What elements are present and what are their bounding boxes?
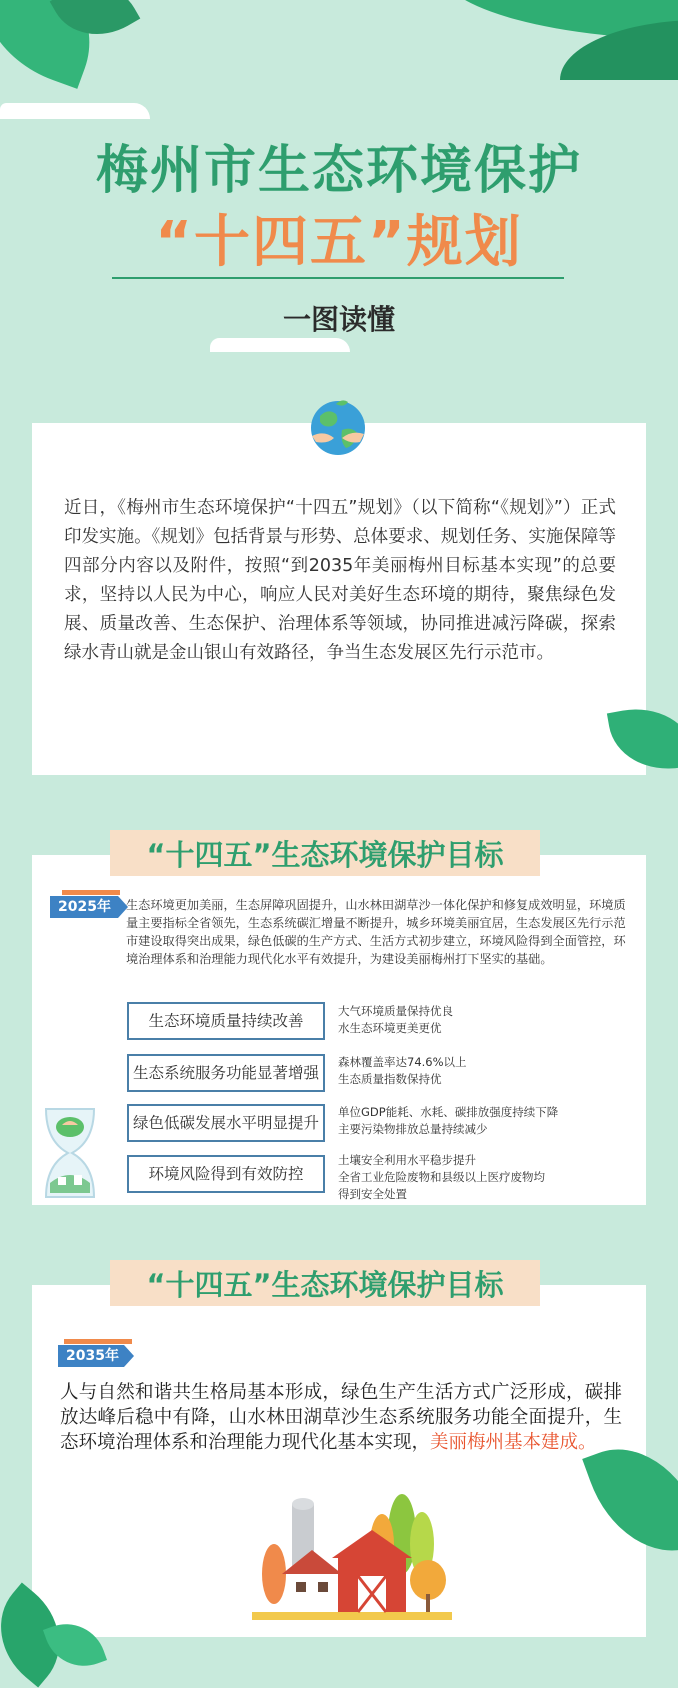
goal-description <box>338 1104 628 1138</box>
year-bar <box>64 1339 132 1344</box>
goal-box: 生态环境质量持续改善 <box>127 1002 325 1040</box>
title-divider <box>112 277 564 279</box>
goals-2035-highlight: 美丽梅州基本建成。 <box>430 1432 597 1453</box>
goal-box: 绿色低碳发展水平明显提升 <box>127 1104 325 1142</box>
goals-2025-paragraph: 生态环境更加美丽，生态屏障巩固提升，山水林田湖草沙一体化保护和修复成效明显，环境质量主要指标全省领先，生态系统碳汇增量不断提升，城乡环境美丽宜居，生态发展区先行示范市建设取得突出成果，绿色低碳的生产方式、生活方式初步建立，环境风险得到全面管控，环境治理体系和治理能力现代化水平有效提升，为建设美丽梅州打下坚实的基础。 <box>126 898 626 966</box>
goal-desc-line: 生态质量指数保持优 <box>338 1072 442 1086</box>
goal-desc-line: 得到安全处置 <box>338 1187 407 1201</box>
goal-desc-line: 单位GDP能耗、水耗、碳排放强度持续下降 <box>338 1105 559 1119</box>
globe-hands-icon <box>306 396 370 460</box>
cloud-icon <box>210 338 350 352</box>
goal-box: 生态系统服务功能显著增强 <box>127 1054 325 1092</box>
page-subtitle: 一图读懂 <box>282 303 395 336</box>
goals-2035-text: 人与自然和谐共生格局基本形成，绿色生产生活方式广泛形成，碳排放达峰后稳中有降，山水林田湖草沙生态系统服务功能全面提升，生态环境治理体系和治理能力现代化基本实现， <box>60 1382 622 1453</box>
goal-desc-line: 全省工业危险废物和县级以上医疗废物均 <box>338 1170 545 1184</box>
goal-desc-line: 土壤安全利用水平稳步提升 <box>338 1153 476 1167</box>
intro-paragraph: 近日，《梅州市生态环境保护“十四五”规划》（以下简称“《规划》”）正式印发实施。《规划》包括背景与形势、总体要求、规划任务、实施保障等四部分内容以及附件，按照“到2035年美丽梅州目标基本实现”的总要求，坚持以人民为中心，响应人民对美好生态环境的期待，聚焦绿色发展、质量改善、生态保护、治理体系等领域，协同推进减污降碳，探索绿水青山就是金山银山有效路径，争当生态发展区先行示范市。 <box>64 498 616 663</box>
section-header-2035: “十四五”生态环境保护目标 <box>146 1268 504 1302</box>
farm-house-icon <box>252 1494 452 1624</box>
goal-description <box>338 1152 628 1203</box>
goal-description <box>338 1054 628 1088</box>
year-bar <box>62 890 120 895</box>
goal-description <box>338 1003 628 1037</box>
page-title-highlight: “十四五”规划 <box>155 210 523 275</box>
cloud-icon <box>0 103 150 119</box>
hourglass-icon <box>38 1105 102 1201</box>
goals-2035-paragraph <box>60 1380 622 1455</box>
goal-desc-line: 主要污染物排放总量持续减少 <box>338 1122 488 1136</box>
goal-desc-line: 森林覆盖率达74.6%以上 <box>338 1055 467 1069</box>
goal-box: 环境风险得到有效防控 <box>127 1155 325 1193</box>
year-tag-2025: 2025年 <box>50 896 118 918</box>
section-header-2025: “十四五”生态环境保护目标 <box>146 838 504 872</box>
page-title: 梅州市生态环境保护 <box>95 141 582 201</box>
goal-desc-line: 大气环境质量保持优良 <box>338 1004 453 1018</box>
goal-desc-line: 水生态环境更美更优 <box>338 1021 442 1035</box>
year-tag-2035: 2035年 <box>58 1345 124 1367</box>
